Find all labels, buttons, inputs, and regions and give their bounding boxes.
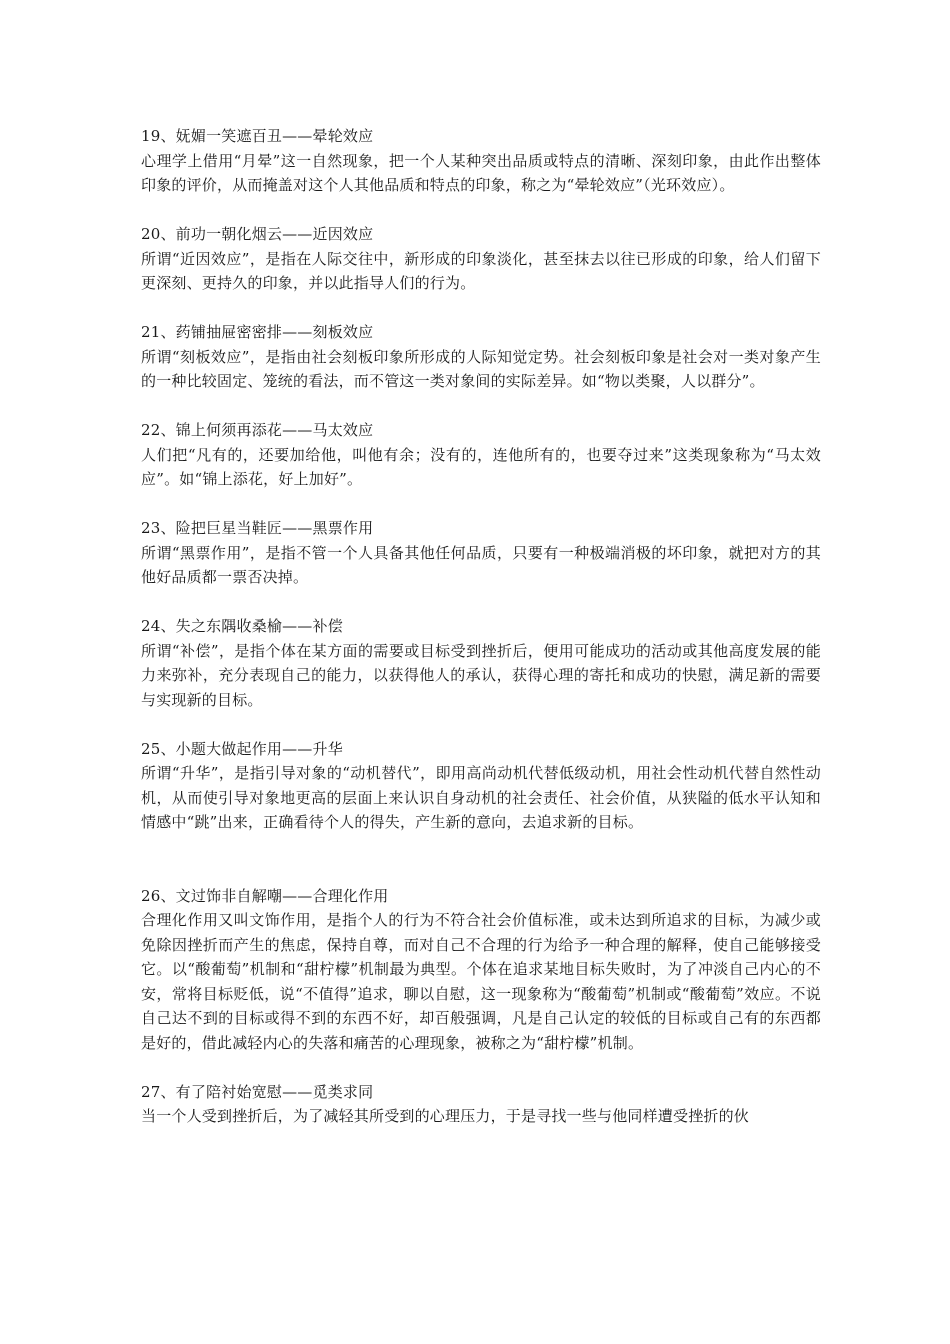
section-heading: 20、前功一朝化烟云——近因效应 (141, 225, 374, 243)
section-heading: 25、小题大做起作用——升华 (141, 739, 343, 758)
section-body: 所谓“近因效应”，是指在人际交往中，新形成的印象淡化，甚至抹去以往已形成的印象，给人们留下更深刻、更持久的印象，并以此指导人们的行为。 (141, 249, 821, 292)
section-25 (141, 737, 821, 835)
section-24 (141, 614, 821, 712)
section-27 (141, 1080, 821, 1129)
section-heading: 26、文过饰非自解嘲——合理化作用 (141, 886, 389, 905)
section-body: 当一个人受到挫折后，为了减轻其所受到的心理压力，于是寻找一些与他同样遭受挫折的伙 (141, 1107, 750, 1125)
section-21 (141, 320, 821, 394)
section-body: 所谓“刻板效应”，是指由社会刻板印象所形成的人际知觉定势。社会刻板印象是社会对一类对象产生的一种比较固定、笼统的看法，而不管这一类对象间的实际差异。如“物以类聚，人以群分”。 (141, 347, 821, 390)
section-19 (141, 124, 821, 198)
section-26 (141, 884, 821, 1056)
section-heading: 23、险把巨星当鞋匠——黑票作用 (141, 519, 374, 537)
section-body: 人们把“凡有的，还要加给他，叫他有余；没有的，连他所有的，也要夺过来”这类现象称为“马太效应”。如“锦上添花，好上加好”。 (141, 445, 821, 488)
section-heading: 24、失之东隅收桑榆——补偿 (141, 617, 343, 635)
document-content (141, 124, 821, 1153)
section-heading: 21、药铺抽屉密密排——刻板效应 (141, 323, 374, 341)
section-22 (141, 418, 821, 492)
section-body: 合理化作用又叫文饰作用，是指个人的行为不符合社会价值标准，或未达到所追求的目标，为减少或免除因挫折而产生的焦虑，保持自尊，而对自己不合理的行为给予一种合理的解释，使自己能够接受它。以“酸葡萄”机制和“甜柠檬”机制最为典型。个体在追求某地目标失败时，为了冲淡自己内心的不安，常将目标贬低，说“不值得”追求，聊以自慰，这一现象称为“酸葡萄”机制或“酸葡萄”效应。不说自己达不到的目标或得不到的东西不好，却百般强调，凡是自己认定的较低的目标或自己有的东西都是好的，借此减轻内心的失落和痛苦的心理现象，被称之为“甜柠檬”机制。 (141, 911, 821, 1052)
section-body: 心理学上借用“月晕”这一自然现象，把一个人某种突出品质或特点的清晰、深刻印象，由此作出整体印象的评价，从而掩盖对这个人其他品质和特点的印象，称之为“晕轮效应”（光环效应）。 (141, 151, 821, 194)
section-body: 所谓“升华”，是指引导对象的“动机替代”，即用高尚动机代替低级动机，用社会性动机代替自然性动机，从而使引导对象地更高的层面上来认识自身动机的社会责任、社会价值，从狭隘的低水平认知和情感中“跳”出来，正确看待个人的得失，产生新的意向，去追求新的目标。 (141, 764, 821, 831)
section-heading: 22、锦上何须再添花——马太效应 (141, 421, 374, 439)
section-20 (141, 222, 821, 296)
section-23 (141, 516, 821, 590)
section-body: 所谓“黑票作用”，是指不管一个人具备其他任何品质，只要有一种极端消极的坏印象，就把对方的其他好品质都一票否决掉。 (141, 543, 821, 586)
section-heading: 27、有了陪衬始宽慰——觅类求同 (141, 1082, 374, 1101)
section-body: 所谓“补偿”，是指个体在某方面的需要或目标受到挫折后，便用可能成功的活动或其他高度发展的能力来弥补，充分表现自己的能力，以获得他人的承认，获得心理的寄托和成功的快慰，满足新的需要与实现新的目标。 (141, 641, 821, 709)
section-heading: 19、妩媚一笑遮百丑——晕轮效应 (141, 127, 374, 145)
